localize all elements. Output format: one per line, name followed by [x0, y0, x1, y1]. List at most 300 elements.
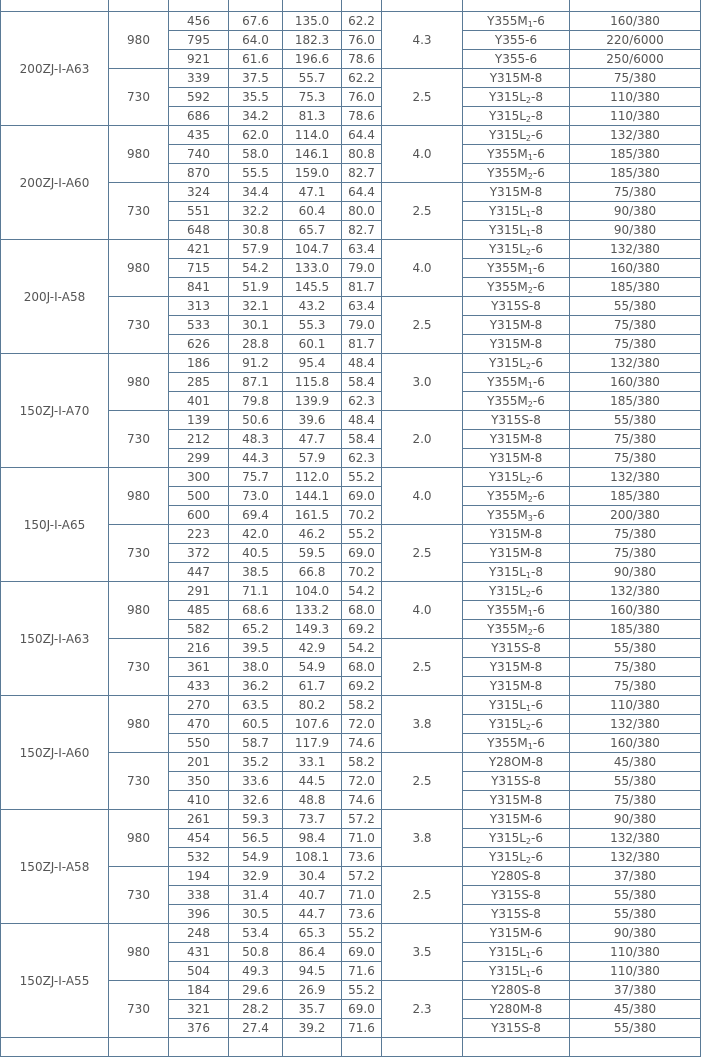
shaft-power-cell: 108.1: [283, 848, 342, 867]
efficiency-cell: 76.0: [342, 88, 382, 107]
flow-cell: 201: [169, 753, 229, 772]
motor-power-voltage-cell: 132/380: [570, 126, 701, 145]
flow-cell: 433: [169, 677, 229, 696]
efficiency-cell: 54.2: [342, 639, 382, 658]
efficiency-cell: 69.0: [342, 943, 382, 962]
speed-cell: 730: [109, 639, 169, 696]
head-cell: 48.3: [229, 430, 283, 449]
npsh-cell: 4.0: [382, 468, 463, 525]
speed-cell: 980: [109, 12, 169, 69]
npsh-cell: 3.0: [382, 354, 463, 411]
efficiency-cell: 72.0: [342, 715, 382, 734]
head-cell: 38.0: [229, 658, 283, 677]
flow-cell: 686: [169, 107, 229, 126]
table-body: [1, 0, 701, 1057]
flow-cell: 350: [169, 772, 229, 791]
motor-power-voltage-cell: 55/380: [570, 639, 701, 658]
shaft-power-cell: 95.4: [283, 354, 342, 373]
flow-cell: 795: [169, 31, 229, 50]
efficiency-cell: 80.0: [342, 202, 382, 221]
efficiency-cell: 74.6: [342, 734, 382, 753]
head-cell: 33.6: [229, 772, 283, 791]
speed-cell: 980: [109, 468, 169, 525]
motor-power-voltage-cell: 110/380: [570, 962, 701, 981]
head-cell: [229, 1038, 283, 1057]
motor-power-voltage-cell: 55/380: [570, 297, 701, 316]
motor-power-voltage-cell: 132/380: [570, 715, 701, 734]
head-cell: 71.1: [229, 582, 283, 601]
motor-power-voltage-cell: 37/380: [570, 981, 701, 1000]
motor-model-cell: $Y315L_2-6$: [463, 240, 570, 259]
head-cell: 35.2: [229, 753, 283, 772]
flow-cell: 500: [169, 487, 229, 506]
motor-model-cell: Y315S-8: [463, 905, 570, 924]
pump-model-cell: 200ZJ-I-A60: [1, 126, 109, 240]
pump-model-cell: 150ZJ-I-A70: [1, 354, 109, 468]
efficiency-cell: 62.3: [342, 392, 382, 411]
shaft-power-cell: 40.7: [283, 886, 342, 905]
shaft-power-cell: 55.7: [283, 69, 342, 88]
motor-model-cell: $Y315L_2-6$: [463, 715, 570, 734]
flow-cell: 410: [169, 791, 229, 810]
motor-model-cell: $Y355M_1-6$: [463, 259, 570, 278]
pump-model-cell: 150ZJ-I-A63: [1, 582, 109, 696]
motor-model-cell: Y315S-8: [463, 1019, 570, 1038]
shaft-power-cell: 66.8: [283, 563, 342, 582]
flow-cell: 532: [169, 848, 229, 867]
speed-cell: 730: [109, 297, 169, 354]
head-cell: 32.6: [229, 791, 283, 810]
flow-cell: 841: [169, 278, 229, 297]
table-row: [1, 696, 701, 715]
speed-cell: 980: [109, 582, 169, 639]
head-cell: 60.5: [229, 715, 283, 734]
efficiency-cell: 79.0: [342, 259, 382, 278]
shaft-power-cell: 139.9: [283, 392, 342, 411]
head-cell: 40.5: [229, 544, 283, 563]
motor-model-cell: Y315M-8: [463, 544, 570, 563]
motor-model-cell: Y315M-8: [463, 525, 570, 544]
motor-model-cell: $Y315L_2-6$: [463, 468, 570, 487]
head-cell: 68.6: [229, 601, 283, 620]
shaft-power-cell: 35.7: [283, 1000, 342, 1019]
table-row: [1, 12, 701, 31]
flow-cell: 338: [169, 886, 229, 905]
flow-cell: 212: [169, 430, 229, 449]
motor-power-voltage-cell: 75/380: [570, 449, 701, 468]
speed-cell: 980: [109, 924, 169, 981]
efficiency-cell: 54.2: [342, 582, 382, 601]
head-cell: 61.6: [229, 50, 283, 69]
motor-model-cell: Y315M-8: [463, 658, 570, 677]
head-cell: 34.4: [229, 183, 283, 202]
shaft-power-cell: 196.6: [283, 50, 342, 69]
flow-cell: 626: [169, 335, 229, 354]
motor-power-voltage-cell: 160/380: [570, 373, 701, 392]
motor-model-cell: $Y315L_2-6$: [463, 126, 570, 145]
motor-power-voltage-cell: 160/380: [570, 734, 701, 753]
flow-cell: 454: [169, 829, 229, 848]
motor-model-cell: Y28OM-8: [463, 753, 570, 772]
head-cell: 73.0: [229, 487, 283, 506]
pump-model-cell: 200J-I-A58: [1, 240, 109, 354]
flow-cell: 300: [169, 468, 229, 487]
motor-model-cell: $Y315L_2-8$: [463, 107, 570, 126]
npsh-cell: 2.5: [382, 183, 463, 240]
motor-model-cell: $Y315L_1-6$: [463, 943, 570, 962]
shaft-power-cell: 112.0: [283, 468, 342, 487]
efficiency-cell: 55.2: [342, 525, 382, 544]
efficiency-cell: 62.3: [342, 449, 382, 468]
head-cell: 32.9: [229, 867, 283, 886]
flow-cell: 184: [169, 981, 229, 1000]
flow-cell: 139: [169, 411, 229, 430]
motor-model-cell: $Y355M_2-6$: [463, 164, 570, 183]
speed-cell: 980: [109, 810, 169, 867]
flow-cell: 194: [169, 867, 229, 886]
npsh-cell: 2.5: [382, 753, 463, 810]
npsh-cell: 4.0: [382, 582, 463, 639]
head-cell: 44.3: [229, 449, 283, 468]
pump-model-cell: 150ZJ-I-A58: [1, 810, 109, 924]
speed-cell: 730: [109, 411, 169, 468]
shaft-power-cell: 159.0: [283, 164, 342, 183]
efficiency-cell: 69.2: [342, 677, 382, 696]
motor-power-voltage-cell: 132/380: [570, 240, 701, 259]
shaft-power-cell: 149.3: [283, 620, 342, 639]
head-cell: 53.4: [229, 924, 283, 943]
shaft-power-cell: 145.5: [283, 278, 342, 297]
shaft-power-cell: 55.3: [283, 316, 342, 335]
motor-model-cell: $Y315L_2-6$: [463, 582, 570, 601]
flow-cell: 396: [169, 905, 229, 924]
efficiency-cell: 82.7: [342, 164, 382, 183]
head-cell: 91.2: [229, 354, 283, 373]
motor-power-voltage-cell: 185/380: [570, 145, 701, 164]
shaft-power-cell: 59.5: [283, 544, 342, 563]
flow-cell: 648: [169, 221, 229, 240]
shaft-power-cell: 133.2: [283, 601, 342, 620]
motor-power-voltage-cell: 75/380: [570, 658, 701, 677]
flow-cell: 361: [169, 658, 229, 677]
motor-model-cell: Y315M-8: [463, 183, 570, 202]
head-cell: 32.2: [229, 202, 283, 221]
head-cell: 32.1: [229, 297, 283, 316]
motor-power-voltage-cell: 185/380: [570, 620, 701, 639]
table-row: [1, 810, 701, 829]
flow-cell: 431: [169, 943, 229, 962]
flow-cell: 261: [169, 810, 229, 829]
table-row: [1, 924, 701, 943]
efficiency-cell: 57.2: [342, 810, 382, 829]
table-row: [1, 0, 701, 12]
head-cell: 55.5: [229, 164, 283, 183]
flow-cell: 299: [169, 449, 229, 468]
efficiency-cell: 80.8: [342, 145, 382, 164]
head-cell: 58.7: [229, 734, 283, 753]
flow-cell: 533: [169, 316, 229, 335]
shaft-power-cell: 39.6: [283, 411, 342, 430]
pump-model-cell: 200ZJ-I-A63: [1, 12, 109, 126]
pump-model-cell: [1, 0, 109, 12]
motor-power-voltage-cell: 185/380: [570, 392, 701, 411]
motor-model-cell: Y355-6: [463, 31, 570, 50]
motor-power-voltage-cell: 110/380: [570, 107, 701, 126]
npsh-cell: 2.5: [382, 69, 463, 126]
shaft-power-cell: 133.0: [283, 259, 342, 278]
head-cell: 69.4: [229, 506, 283, 525]
flow-cell: 401: [169, 392, 229, 411]
motor-model-cell: [463, 1038, 570, 1057]
flow-cell: 421: [169, 240, 229, 259]
efficiency-cell: 79.0: [342, 316, 382, 335]
shaft-power-cell: [283, 1038, 342, 1057]
efficiency-cell: 78.6: [342, 50, 382, 69]
head-cell: 63.5: [229, 696, 283, 715]
motor-power-voltage-cell: 45/380: [570, 1000, 701, 1019]
flow-cell: 715: [169, 259, 229, 278]
motor-power-voltage-cell: 37/380: [570, 867, 701, 886]
motor-power-voltage-cell: 75/380: [570, 544, 701, 563]
flow-cell: 504: [169, 962, 229, 981]
shaft-power-cell: 81.3: [283, 107, 342, 126]
efficiency-cell: 74.6: [342, 791, 382, 810]
motor-power-voltage-cell: 132/380: [570, 354, 701, 373]
head-cell: 27.4: [229, 1019, 283, 1038]
motor-model-cell: Y315S-8: [463, 411, 570, 430]
flow-cell: [169, 0, 229, 12]
flow-cell: 870: [169, 164, 229, 183]
motor-model-cell: Y355-6: [463, 50, 570, 69]
motor-power-voltage-cell: 75/380: [570, 183, 701, 202]
efficiency-cell: 63.4: [342, 240, 382, 259]
motor-power-voltage-cell: 75/380: [570, 791, 701, 810]
motor-power-voltage-cell: 160/380: [570, 259, 701, 278]
flow-cell: 435: [169, 126, 229, 145]
efficiency-cell: 70.2: [342, 563, 382, 582]
efficiency-cell: 70.2: [342, 506, 382, 525]
motor-power-voltage-cell: 250/6000: [570, 50, 701, 69]
flow-cell: 313: [169, 297, 229, 316]
head-cell: 34.2: [229, 107, 283, 126]
flow-cell: 456: [169, 12, 229, 31]
head-cell: 67.6: [229, 12, 283, 31]
efficiency-cell: 69.0: [342, 1000, 382, 1019]
motor-power-voltage-cell: 55/380: [570, 411, 701, 430]
motor-model-cell: Y315S-8: [463, 639, 570, 658]
motor-model-cell: Y315M-6: [463, 924, 570, 943]
motor-model-cell: $Y355M_2-6$: [463, 392, 570, 411]
head-cell: 59.3: [229, 810, 283, 829]
head-cell: 29.6: [229, 981, 283, 1000]
motor-power-voltage-cell: 220/6000: [570, 31, 701, 50]
efficiency-cell: 76.0: [342, 31, 382, 50]
head-cell: 36.2: [229, 677, 283, 696]
motor-model-cell: $Y315L_1-8$: [463, 202, 570, 221]
motor-model-cell: $Y315L_2-6$: [463, 354, 570, 373]
shaft-power-cell: 61.7: [283, 677, 342, 696]
head-cell: 58.0: [229, 145, 283, 164]
motor-model-cell: [463, 0, 570, 12]
motor-power-voltage-cell: 90/380: [570, 924, 701, 943]
motor-model-cell: $Y355M_3-6$: [463, 506, 570, 525]
pump-model-cell: 150J-I-A65: [1, 468, 109, 582]
flow-cell: 248: [169, 924, 229, 943]
head-cell: 37.5: [229, 69, 283, 88]
flow-cell: [169, 1038, 229, 1057]
motor-model-cell: $Y355M_2-6$: [463, 620, 570, 639]
head-cell: 38.5: [229, 563, 283, 582]
motor-model-cell: $Y355M_2-6$: [463, 278, 570, 297]
motor-model-cell: Y280S-8: [463, 981, 570, 1000]
speed-cell: 730: [109, 183, 169, 240]
head-cell: 64.0: [229, 31, 283, 50]
shaft-power-cell: 94.5: [283, 962, 342, 981]
efficiency-cell: 64.4: [342, 126, 382, 145]
shaft-power-cell: 42.9: [283, 639, 342, 658]
motor-model-cell: Y315M-6: [463, 810, 570, 829]
head-cell: 62.0: [229, 126, 283, 145]
motor-power-voltage-cell: 185/380: [570, 278, 701, 297]
motor-power-voltage-cell: 75/380: [570, 430, 701, 449]
motor-power-voltage-cell: 185/380: [570, 487, 701, 506]
motor-power-voltage-cell: 110/380: [570, 696, 701, 715]
motor-model-cell: $Y355M_1-6$: [463, 601, 570, 620]
shaft-power-cell: 144.1: [283, 487, 342, 506]
shaft-power-cell: 75.3: [283, 88, 342, 107]
head-cell: 87.1: [229, 373, 283, 392]
efficiency-cell: 73.6: [342, 848, 382, 867]
efficiency-cell: 69.2: [342, 620, 382, 639]
motor-model-cell: $Y355M_1-6$: [463, 373, 570, 392]
flow-cell: 223: [169, 525, 229, 544]
speed-cell: 980: [109, 126, 169, 183]
head-cell: [229, 0, 283, 12]
motor-model-cell: $Y315L_1-6$: [463, 696, 570, 715]
shaft-power-cell: 65.7: [283, 221, 342, 240]
efficiency-cell: 71.0: [342, 829, 382, 848]
table-row: [1, 582, 701, 601]
efficiency-cell: 58.4: [342, 430, 382, 449]
table-row: [1, 468, 701, 487]
shaft-power-cell: 43.2: [283, 297, 342, 316]
flow-cell: 285: [169, 373, 229, 392]
motor-model-cell: $Y315L_1-8$: [463, 563, 570, 582]
motor-model-cell: Y315M-8: [463, 449, 570, 468]
flow-cell: 339: [169, 69, 229, 88]
flow-cell: 324: [169, 183, 229, 202]
motor-model-cell: Y315M-8: [463, 430, 570, 449]
efficiency-cell: [342, 1038, 382, 1057]
flow-cell: 447: [169, 563, 229, 582]
table-row: [1, 240, 701, 259]
motor-model-cell: $Y355M_2-6$: [463, 487, 570, 506]
efficiency-cell: 57.2: [342, 867, 382, 886]
efficiency-cell: 68.0: [342, 601, 382, 620]
table-row: [1, 1038, 701, 1057]
shaft-power-cell: 48.8: [283, 791, 342, 810]
head-cell: 54.9: [229, 848, 283, 867]
motor-power-voltage-cell: 132/380: [570, 582, 701, 601]
motor-power-voltage-cell: 75/380: [570, 335, 701, 354]
shaft-power-cell: 47.1: [283, 183, 342, 202]
head-cell: 65.2: [229, 620, 283, 639]
motor-power-voltage-cell: 90/380: [570, 563, 701, 582]
motor-power-voltage-cell: 110/380: [570, 88, 701, 107]
efficiency-cell: 82.7: [342, 221, 382, 240]
efficiency-cell: 69.0: [342, 487, 382, 506]
speed-cell: 980: [109, 240, 169, 297]
motor-model-cell: Y315M-8: [463, 69, 570, 88]
shaft-power-cell: 65.3: [283, 924, 342, 943]
pump-model-cell: 150ZJ-I-A60: [1, 696, 109, 810]
npsh-cell: 3.8: [382, 810, 463, 867]
motor-model-cell: $Y315L_2-6$: [463, 829, 570, 848]
shaft-power-cell: [283, 0, 342, 12]
head-cell: 57.9: [229, 240, 283, 259]
speed-cell: 730: [109, 981, 169, 1038]
head-cell: 30.5: [229, 905, 283, 924]
shaft-power-cell: 86.4: [283, 943, 342, 962]
motor-model-cell: $Y355M_1-6$: [463, 145, 570, 164]
flow-cell: 372: [169, 544, 229, 563]
head-cell: 54.2: [229, 259, 283, 278]
table-row: [1, 354, 701, 373]
speed-cell: 980: [109, 354, 169, 411]
head-cell: 50.8: [229, 943, 283, 962]
npsh-cell: 4.0: [382, 240, 463, 297]
motor-power-voltage-cell: 75/380: [570, 677, 701, 696]
shaft-power-cell: 104.7: [283, 240, 342, 259]
head-cell: 49.3: [229, 962, 283, 981]
efficiency-cell: 62.2: [342, 69, 382, 88]
speed-cell: 730: [109, 753, 169, 810]
efficiency-cell: 72.0: [342, 772, 382, 791]
shaft-power-cell: 114.0: [283, 126, 342, 145]
npsh-cell: 2.5: [382, 639, 463, 696]
shaft-power-cell: 46.2: [283, 525, 342, 544]
motor-power-voltage-cell: 75/380: [570, 316, 701, 335]
motor-model-cell: Y315S-8: [463, 297, 570, 316]
motor-power-voltage-cell: 132/380: [570, 829, 701, 848]
motor-model-cell: Y315S-8: [463, 886, 570, 905]
efficiency-cell: 71.0: [342, 886, 382, 905]
flow-cell: 582: [169, 620, 229, 639]
speed-cell: [109, 1038, 169, 1057]
head-cell: 30.1: [229, 316, 283, 335]
shaft-power-cell: 161.5: [283, 506, 342, 525]
head-cell: 56.5: [229, 829, 283, 848]
motor-model-cell: $Y315L_2-6$: [463, 848, 570, 867]
efficiency-cell: 71.6: [342, 962, 382, 981]
motor-power-voltage-cell: 75/380: [570, 525, 701, 544]
motor-model-cell: Y280M-8: [463, 1000, 570, 1019]
motor-model-cell: Y315M-8: [463, 316, 570, 335]
motor-power-voltage-cell: 55/380: [570, 772, 701, 791]
npsh-cell: [382, 1038, 463, 1057]
speed-cell: 730: [109, 69, 169, 126]
efficiency-cell: 68.0: [342, 658, 382, 677]
motor-power-voltage-cell: 160/380: [570, 601, 701, 620]
shaft-power-cell: 44.5: [283, 772, 342, 791]
flow-cell: 376: [169, 1019, 229, 1038]
speed-cell: [109, 0, 169, 12]
motor-power-voltage-cell: 185/380: [570, 164, 701, 183]
flow-cell: 270: [169, 696, 229, 715]
efficiency-cell: 62.2: [342, 12, 382, 31]
npsh-cell: 3.5: [382, 924, 463, 981]
head-cell: 28.2: [229, 1000, 283, 1019]
